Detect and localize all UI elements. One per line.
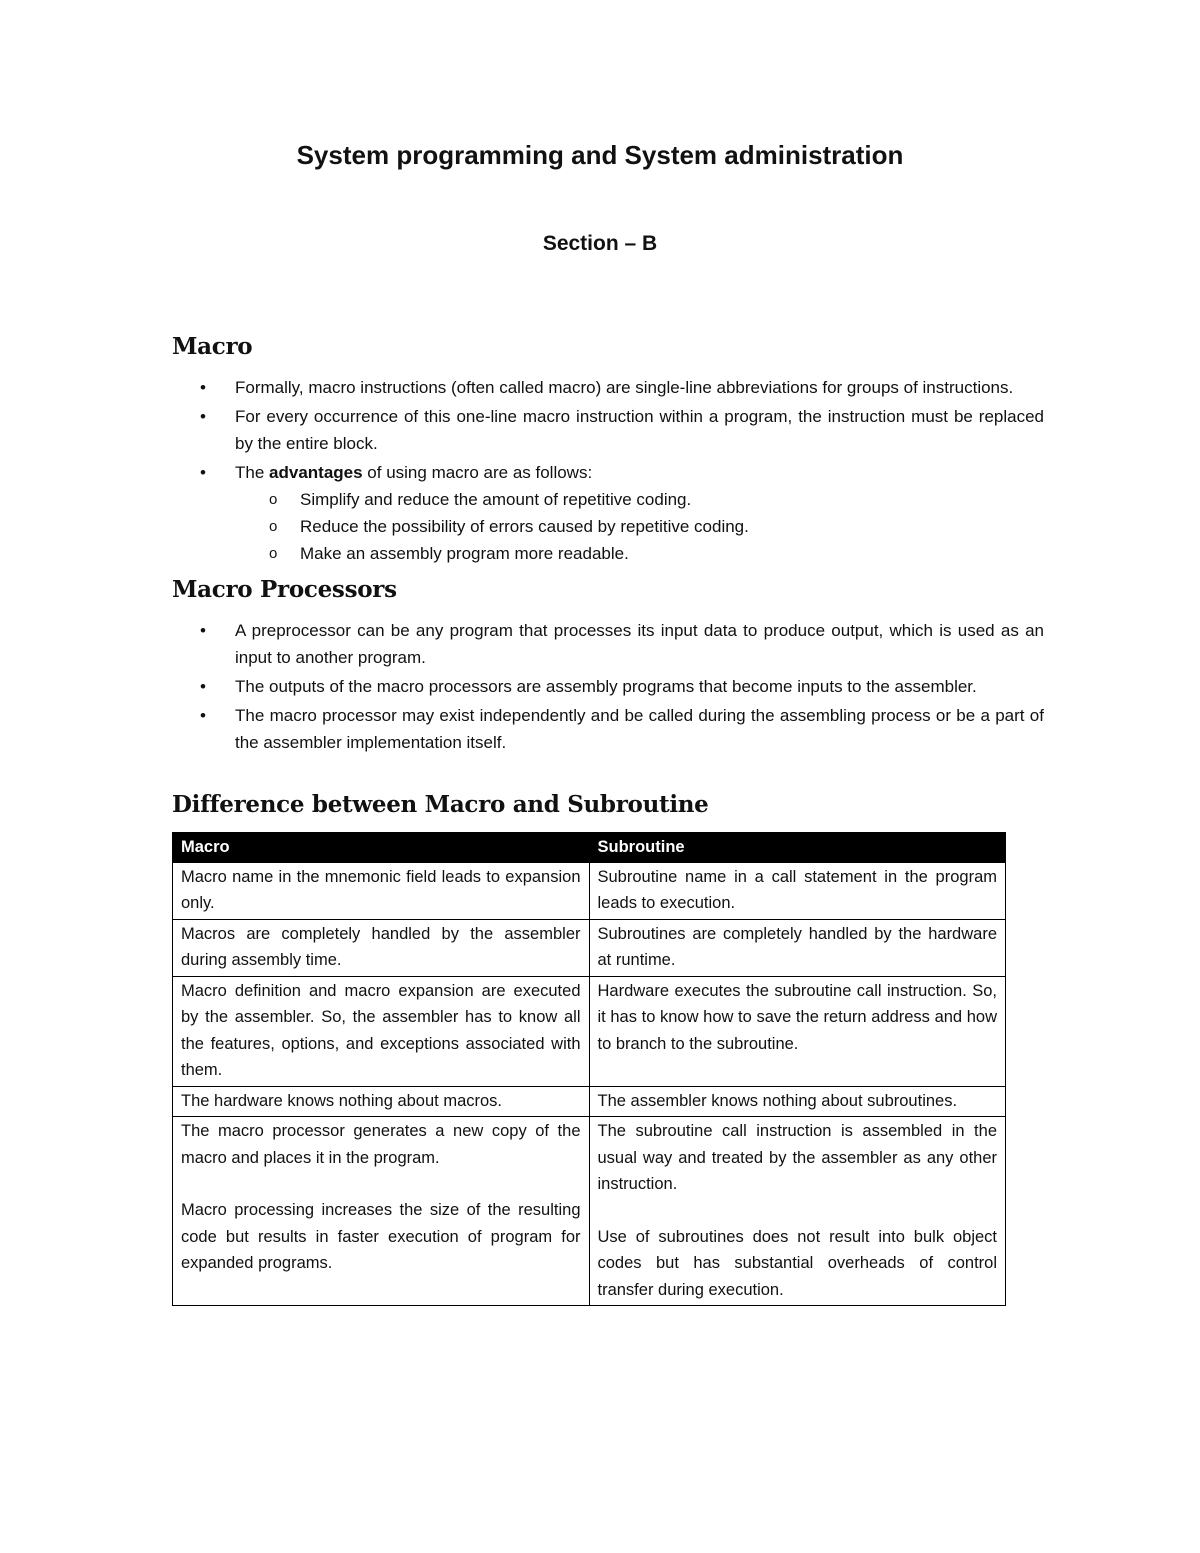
macro-cell: Macros are completely handled by the assembler during assembly time. [173, 919, 590, 976]
subroutine-cell: Subroutines are completely handled by the hardware at runtime. [589, 919, 1006, 976]
macro-bullet: • For every occurrence of this one-line macro instruction within a program, the instruction must be replaced by the entire block. [172, 403, 1044, 457]
macro-cell-paragraph: The macro processor generates a new copy of the macro and places it in the program. [181, 1122, 581, 1167]
processors-bullet: • The macro processor may exist independently and be called during the assembling process or be a part of the assembler implementation itself. [172, 702, 1044, 756]
macro-cell [173, 1117, 590, 1306]
comparison-table [172, 832, 1006, 1306]
table-row [173, 1117, 1006, 1306]
processors-bullet: • A preprocessor can be any program that processes its input data to produce output, which is used as an input to another program. [172, 617, 1044, 671]
subroutine-cell: Hardware executes the subroutine call instruction. So, it has to know how to save the return address and how to branch to the subroutine. [589, 976, 1006, 1086]
macro-heading: Macro [172, 333, 253, 360]
macro-bullet: • Formally, macro instructions (often called macro) are single-line abbreviations for groups of instructions. [172, 374, 1044, 401]
macro-bullet-list [172, 374, 1044, 567]
processors-bullet: • The outputs of the macro processors are assembly programs that become inputs to the assembler. [172, 673, 1044, 700]
macro-cell: The hardware knows nothing about macros. [173, 1086, 590, 1117]
column-header-subroutine: Subroutine [589, 833, 1006, 863]
advantage-item: o Reduce the possibility of errors caused by repetitive coding. [235, 513, 1044, 540]
section-label: Section – B [542, 232, 658, 255]
spacer [172, 762, 1044, 788]
table-header-row [173, 833, 1006, 863]
advantage-item: o Make an assembly program more readable. [235, 540, 1044, 567]
advantages-prefix: The [235, 463, 270, 482]
advantages-keyword: advantages [269, 463, 363, 482]
macro-processors-heading: Macro Processors [172, 576, 397, 603]
table-row [173, 976, 1006, 1086]
document-body [172, 330, 1044, 1306]
advantages-suffix: of using macro are as follows: [362, 463, 593, 482]
subroutine-cell: Subroutine name in a call statement in the program leads to execution. [589, 862, 1006, 919]
macro-cell-paragraph: Macro processing increases the size of the resulting code but results in faster execution of program for expanded programs. [181, 1201, 581, 1272]
subroutine-cell [589, 1117, 1006, 1306]
macro-cell: Macro name in the mnemonic field leads to expansion only. [173, 862, 590, 919]
subroutine-cell-paragraph: Use of subroutines does not result into bulk object codes but has substantial overheads of control transfer during execution. [597, 1227, 997, 1299]
macro-advantages-bullet [172, 459, 1044, 567]
column-header-macro: Macro [173, 833, 590, 863]
processors-bullet-list [172, 617, 1044, 756]
macro-cell: Macro definition and macro expansion are executed by the assembler. So, the assembler has to know all the features, options, and exceptions associated with them. [173, 976, 590, 1086]
table-row [173, 862, 1006, 919]
table-row [173, 919, 1006, 976]
difference-heading: Difference between Macro and Subroutine [172, 791, 709, 818]
table-row [173, 1086, 1006, 1117]
advantages-list [235, 486, 1044, 567]
page-title: System programming and System administration [296, 140, 904, 170]
subroutine-cell-paragraph: The subroutine call instruction is assembled in the usual way and treated by the assembler as any other instruction. [597, 1122, 997, 1193]
advantage-item: o Simplify and reduce the amount of repetitive coding. [235, 486, 1044, 513]
subroutine-cell: The assembler knows nothing about subroutines. [589, 1086, 1006, 1117]
